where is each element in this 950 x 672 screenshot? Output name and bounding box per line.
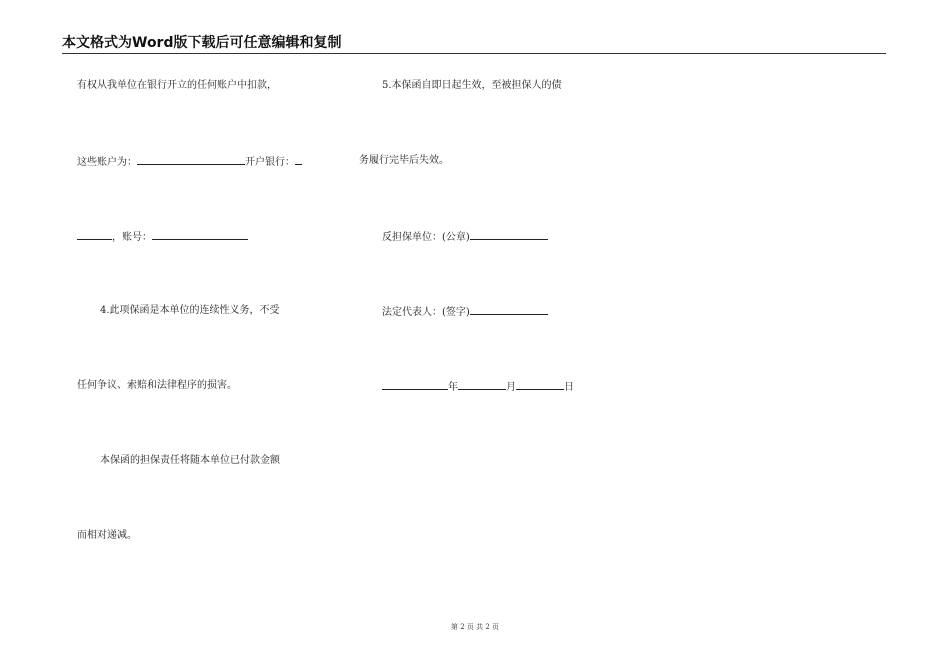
bank-label: 开户银行： [245,157,295,168]
year-label: 年 [448,382,458,393]
account-number-blank [152,230,248,240]
counter-guarantor-label: 反担保单位：(公章) [382,232,470,243]
counter-guarantor-line [382,230,548,244]
document-header [62,35,886,54]
year-blank [382,380,448,390]
bank-blank [295,155,302,165]
header-title: 本文格式为Word版下载后可任意编辑和复制 [62,35,342,51]
left-line-2 [77,155,302,169]
left-line-7: 而相对递减。 [77,530,137,541]
accounts-blank [137,155,245,165]
accounts-label: 这些账户为： [77,157,137,168]
month-blank [458,380,506,390]
left-line-6: 本保函的担保责任将随本单位已付款金额 [100,455,280,466]
right-line-2: 务履行完毕后失效。 [359,155,449,166]
date-line [382,380,574,394]
left-line-5: 任何争议、索赔和法律程序的损害。 [77,380,237,391]
left-line-4: 4.此项保函是本单位的连续性义务，不受 [100,305,280,316]
legal-rep-label: 法定代表人：(签字) [382,307,470,318]
left-line-3 [77,230,248,244]
signature-blank [470,305,548,315]
day-label: 日 [564,382,574,393]
page-footer: 第 2 页 共 2 页 [450,623,500,631]
day-blank [516,380,564,390]
month-label: 月 [506,382,516,393]
seal-blank [470,230,548,240]
left-line-1: 有权从我单位在银行开立的任何账户中扣款， [77,80,277,91]
bank-name-blank [77,230,112,240]
right-line-1: 5.本保函自即日起生效，至被担保人的债 [382,80,562,91]
legal-rep-line [382,305,548,319]
account-number-label: ，账号： [112,232,152,243]
